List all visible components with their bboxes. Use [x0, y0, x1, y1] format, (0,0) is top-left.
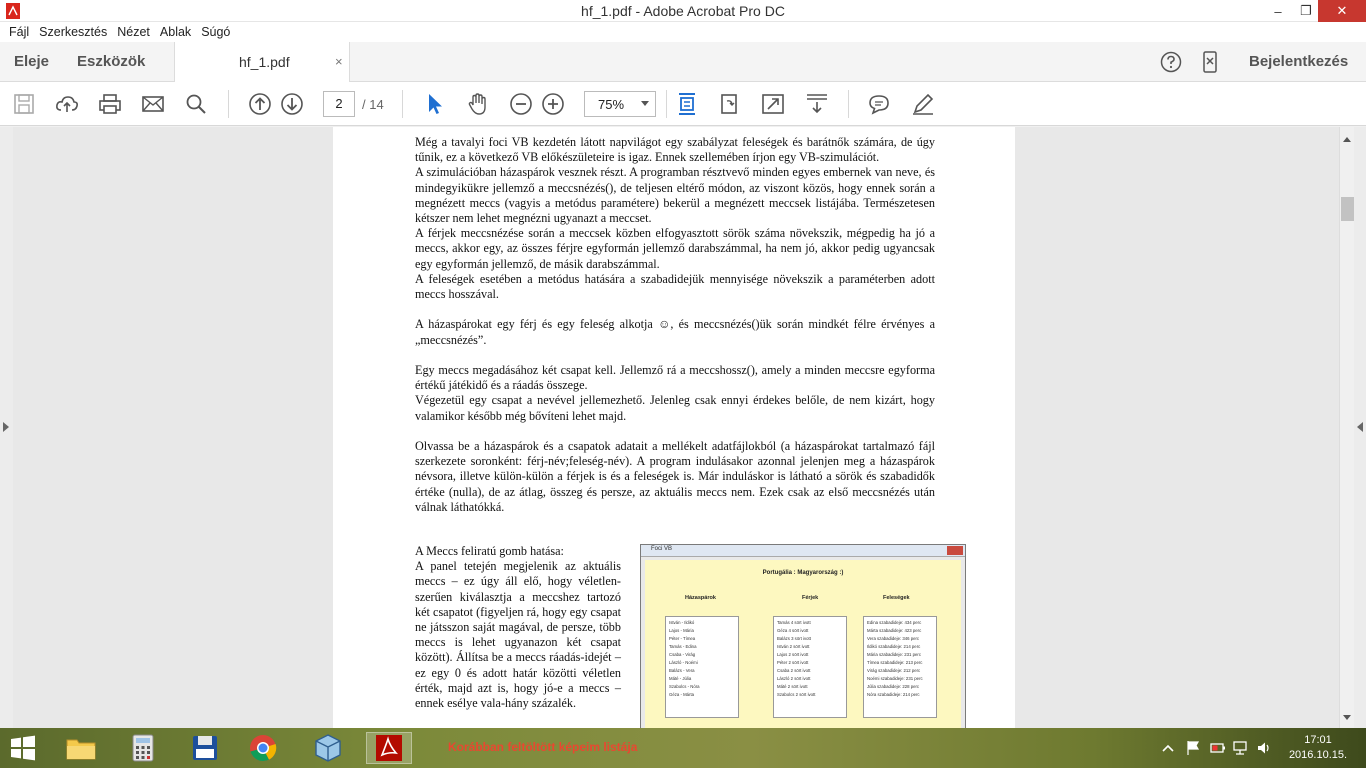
system-clock[interactable] [1288, 733, 1348, 763]
scrolling-mode-icon[interactable] [675, 92, 699, 116]
document-tab-label: hf_1.pdf [239, 54, 290, 70]
list-item: László - Noémi [669, 660, 698, 665]
screenshot-header: Feleségek [883, 595, 910, 601]
mobile-link-icon[interactable] [1201, 51, 1219, 73]
paragraph: A panel tetején megjelenik az aktuális meccs – ez úgy áll elő, hogy véletlen-szerűen kiválasztja a meccshez tartozó két csapatot (figyeljen rá, hogy egy csapat ne játsszon saját magával, de persze, több meccs is lehet ugyanazon két csapat között). Állítsa be a meccs ráadás-idejét – ez egy 0 és adott határ közötti véletlen érték, majd azt is, hogy jó-e a meccs – ennek esélye vala-hány százalék. [415, 559, 621, 711]
minimize-button[interactable]: – [1274, 3, 1282, 19]
volume-icon[interactable] [1256, 740, 1272, 756]
start-button[interactable] [0, 732, 46, 764]
list-item: Nóra szabadideje: 214 perc [867, 692, 920, 697]
toolbar [0, 82, 1366, 126]
paragraph: A szimulációban házaspárok vesznek részt. A programban résztvevő minden egyes embernek van neve, és mindegyikükre jellemző a meccsnézés(), de teljesen eltérő módon, az viszont közös, hogy ennek során a megnézett meccs (vagyis a metódus paramétere) bekerül a megnézett meccsek listájába. Természetesen kétszer nem lehet megnézni ugyanazt a meccset. [415, 165, 935, 226]
taskbar [0, 728, 1366, 768]
email-icon[interactable] [141, 92, 165, 116]
list-item: Szabolcs 2 sört ivott [777, 692, 816, 697]
screenshot-list-wives [863, 616, 937, 718]
menu-help[interactable]: Súgó [201, 25, 231, 39]
list-item: Lajos 2 sört ivott [777, 652, 809, 657]
tab-tools[interactable]: Eszközök [77, 53, 146, 70]
calculator-taskbar-icon[interactable] [120, 732, 166, 764]
pdf-page [333, 127, 1015, 728]
paragraph: Még a tavalyi foci VB kezdetén látott napvilágot egy szabályzat feleségek és barátnők számára, de úgy tűnik, ez a következő VB előkészületeire is igaz. Ennek szellemében írjon egy VB-szimulációt. [415, 135, 935, 165]
screenshot-list-couples [665, 616, 739, 718]
list-item: Lajos - Mária [669, 628, 694, 633]
paragraph-gap [415, 348, 935, 363]
clock-date: 2016.10.15. [1288, 749, 1348, 761]
screenshot-title: Foci VB [651, 546, 673, 552]
hand-tool-icon[interactable] [466, 92, 490, 116]
close-window-button[interactable]: ✕ [1318, 0, 1366, 22]
toolbar-separator [666, 90, 667, 118]
clock-time: 17:01 [1304, 734, 1332, 746]
screenshot-header: Férjek [802, 595, 819, 601]
screenshot-list-husbands [773, 616, 847, 718]
next-page-icon[interactable] [280, 92, 304, 116]
list-item: Péter - Tímea [669, 636, 696, 641]
list-item: Péter 2 sört ivott [777, 660, 809, 665]
chevron-down-icon [641, 101, 649, 106]
acrobat-icon [374, 733, 404, 763]
list-item: István 2 sört ivott [777, 644, 810, 649]
cloud-upload-icon[interactable] [55, 92, 79, 116]
maximize-button[interactable]: ❐ [1300, 3, 1312, 18]
menu-window[interactable]: Ablak [159, 25, 192, 39]
page-total: / 14 [362, 97, 384, 112]
tab-home[interactable]: Eleje [14, 53, 50, 70]
network-icon[interactable] [1233, 740, 1249, 756]
virtualbox-taskbar-icon[interactable] [305, 732, 351, 764]
paragraph-gap [415, 302, 935, 317]
list-item: Ildikó szabadideje: 214 perc [867, 644, 921, 649]
paragraph: Végezetül egy csapat a nevével jellemezhető. Jelenleg csak ennyi érdekes belőle, de nem kizárt, hogy valamikor később még bővíteni lehet majd. [415, 393, 935, 423]
toolbar-separator [402, 90, 403, 118]
menu-view[interactable]: Nézet [117, 25, 150, 39]
list-item: Csaba 2 sört ivott [777, 668, 811, 673]
taskbar-notice[interactable]: Korábban feltöltött képeim listája [448, 740, 638, 754]
zoom-out-icon[interactable] [509, 92, 533, 116]
list-item: Csaba - Virág [669, 652, 696, 657]
page-text-body [415, 135, 935, 515]
zoom-in-icon[interactable] [541, 92, 565, 116]
scrollbar-thumb[interactable] [1341, 197, 1354, 221]
battery-icon[interactable] [1210, 740, 1226, 756]
right-panel-toggle-icon[interactable] [1357, 422, 1363, 432]
zoom-select[interactable] [584, 91, 656, 117]
embedded-app-screenshot [640, 544, 966, 728]
previous-page-icon[interactable] [248, 92, 272, 116]
draw-pen-icon[interactable] [911, 92, 935, 116]
select-cursor-icon[interactable] [423, 92, 447, 116]
left-panel-toggle-icon[interactable] [3, 422, 9, 432]
sign-in-button[interactable]: Bejelentkezés [1249, 53, 1349, 70]
chrome-icon [248, 733, 278, 763]
title-bar [0, 0, 1366, 22]
paragraph: Egy meccs megadásához két csapat kell. Jellemző rá a meccshossz(), amely a minden meccsre egyforma értékű játékidő és a ráadás összege. [415, 363, 935, 393]
screenshot-title-bar [641, 545, 965, 557]
comment-icon[interactable] [867, 92, 891, 116]
list-item: László 2 sört ivott [777, 676, 811, 681]
list-item: Tímea szabadideje: 213 perc [867, 660, 923, 665]
menu-bar [0, 22, 1366, 42]
flag-icon[interactable] [1185, 740, 1201, 756]
list-item: Tamás 4 sört ivott [777, 620, 811, 625]
window-title: hf_1.pdf - Adobe Acrobat Pro DC [581, 3, 785, 19]
save-app-taskbar-icon[interactable] [182, 732, 228, 764]
chevron-up-icon[interactable] [1160, 740, 1176, 756]
list-item: Edina szabadideje: 434 perc [867, 620, 922, 625]
list-item: Géza 4 sört ivott [777, 628, 809, 633]
acrobat-taskbar-icon[interactable] [366, 732, 412, 764]
list-item: Szabolcs - Nóra [669, 684, 700, 689]
full-screen-icon[interactable] [761, 92, 785, 116]
list-item: Márta szabadideje: 423 perc [867, 628, 922, 633]
list-item: Virág szabadideje: 212 perc [867, 668, 921, 673]
search-icon[interactable] [184, 92, 208, 116]
paragraph-gap [415, 424, 935, 439]
screenshot-panel [645, 560, 961, 728]
tab-document[interactable] [174, 42, 350, 83]
paragraph: A férjek meccsnézése során a meccsek közben elfogyasztott sörök száma növekszik, mégpedig ha jó a meccs, akkor egy, az összes férjre egyformán jellemző darabszámmal, ha nem jó, akkor pedig ugyancsak egy egyformán jellemző, de másik darabszámmal. [415, 226, 935, 271]
menu-edit[interactable]: Szerkesztés [39, 25, 108, 39]
list-item: Balázs 3 sört ivott [777, 636, 811, 641]
rotate-view-icon[interactable] [718, 92, 742, 116]
menu-file[interactable]: Fájl [9, 25, 30, 39]
list-item: Máté 2 sört ivott [777, 684, 808, 689]
save-icon[interactable] [12, 92, 36, 116]
list-item: Máté - Júlia [669, 676, 692, 681]
list-item: Júlia szabadideje: 228 perc [867, 684, 920, 689]
paragraph: A házaspárokat egy férj és egy feleség alkotja ☺, és meccsnézés()ük során mindkét félre érvényes a „meccsnézés”. [415, 317, 935, 347]
list-item: Balázs - Vera [669, 668, 695, 673]
list-item: István - Ildikó [669, 620, 695, 625]
chrome-taskbar-icon[interactable] [240, 732, 286, 764]
screenshot-header: Házaspárok [685, 595, 716, 601]
screenshot-close-icon [947, 546, 963, 555]
list-item: Tamás - Edina [669, 644, 697, 649]
file-explorer-taskbar-icon[interactable] [58, 732, 104, 764]
paragraph: A feleségek esetében a metódus hatására a szabadidejük mennyisége növekszik a paraméterben adott meccs hosszával. [415, 271, 935, 302]
scroll-up-icon[interactable] [1343, 137, 1351, 142]
scroll-down-icon[interactable] [1343, 715, 1351, 720]
toolbar-separator [228, 90, 229, 118]
paragraph: Olvassa be a házaspárok és a csapatok adatait a mellékelt adatfájlokból (a házaspárokat tartalmazó fájl szerkezete soronként: férj-név;feleség-név). A program indulásakor azonnal jelenjen meg a házaspárok névsora, illetve külön-külön a férjek is és a feleségek is. Már induláskor is látható a sörök és szabadidők értéke (nulla), de az átlag, összeg és persze, az aktuális meccs nem. Ezek csak az első meccsnézés után válnak láthatókká. [415, 439, 935, 514]
list-item: Noémi szabadideje: 231 perc [867, 676, 923, 681]
page-number-input[interactable]: 2 [323, 91, 355, 117]
tab-row [0, 42, 1366, 82]
list-item: Vera szabadideje: 346 perc [867, 636, 920, 641]
print-icon[interactable] [98, 92, 122, 116]
windows-logo-icon [9, 734, 37, 762]
calculator-icon [131, 734, 155, 762]
cube-icon [313, 733, 343, 763]
paragraph: A Meccs feliratú gomb hatása: [415, 544, 564, 558]
list-item: Mária szabadideje: 231 perc [867, 652, 921, 657]
floppy-disk-icon [191, 734, 219, 762]
side-text [415, 544, 621, 711]
zoom-value: 75% [598, 97, 625, 112]
vertical-scrollbar[interactable] [1339, 127, 1354, 728]
read-mode-icon[interactable] [805, 92, 829, 116]
help-icon[interactable] [1160, 51, 1182, 73]
list-item: Géza - Márta [669, 692, 695, 697]
close-tab-icon[interactable]: × [335, 54, 343, 69]
screenshot-match: Portugália : Magyarország :) [762, 570, 844, 576]
toolbar-separator [848, 90, 849, 118]
folder-icon [65, 734, 97, 762]
